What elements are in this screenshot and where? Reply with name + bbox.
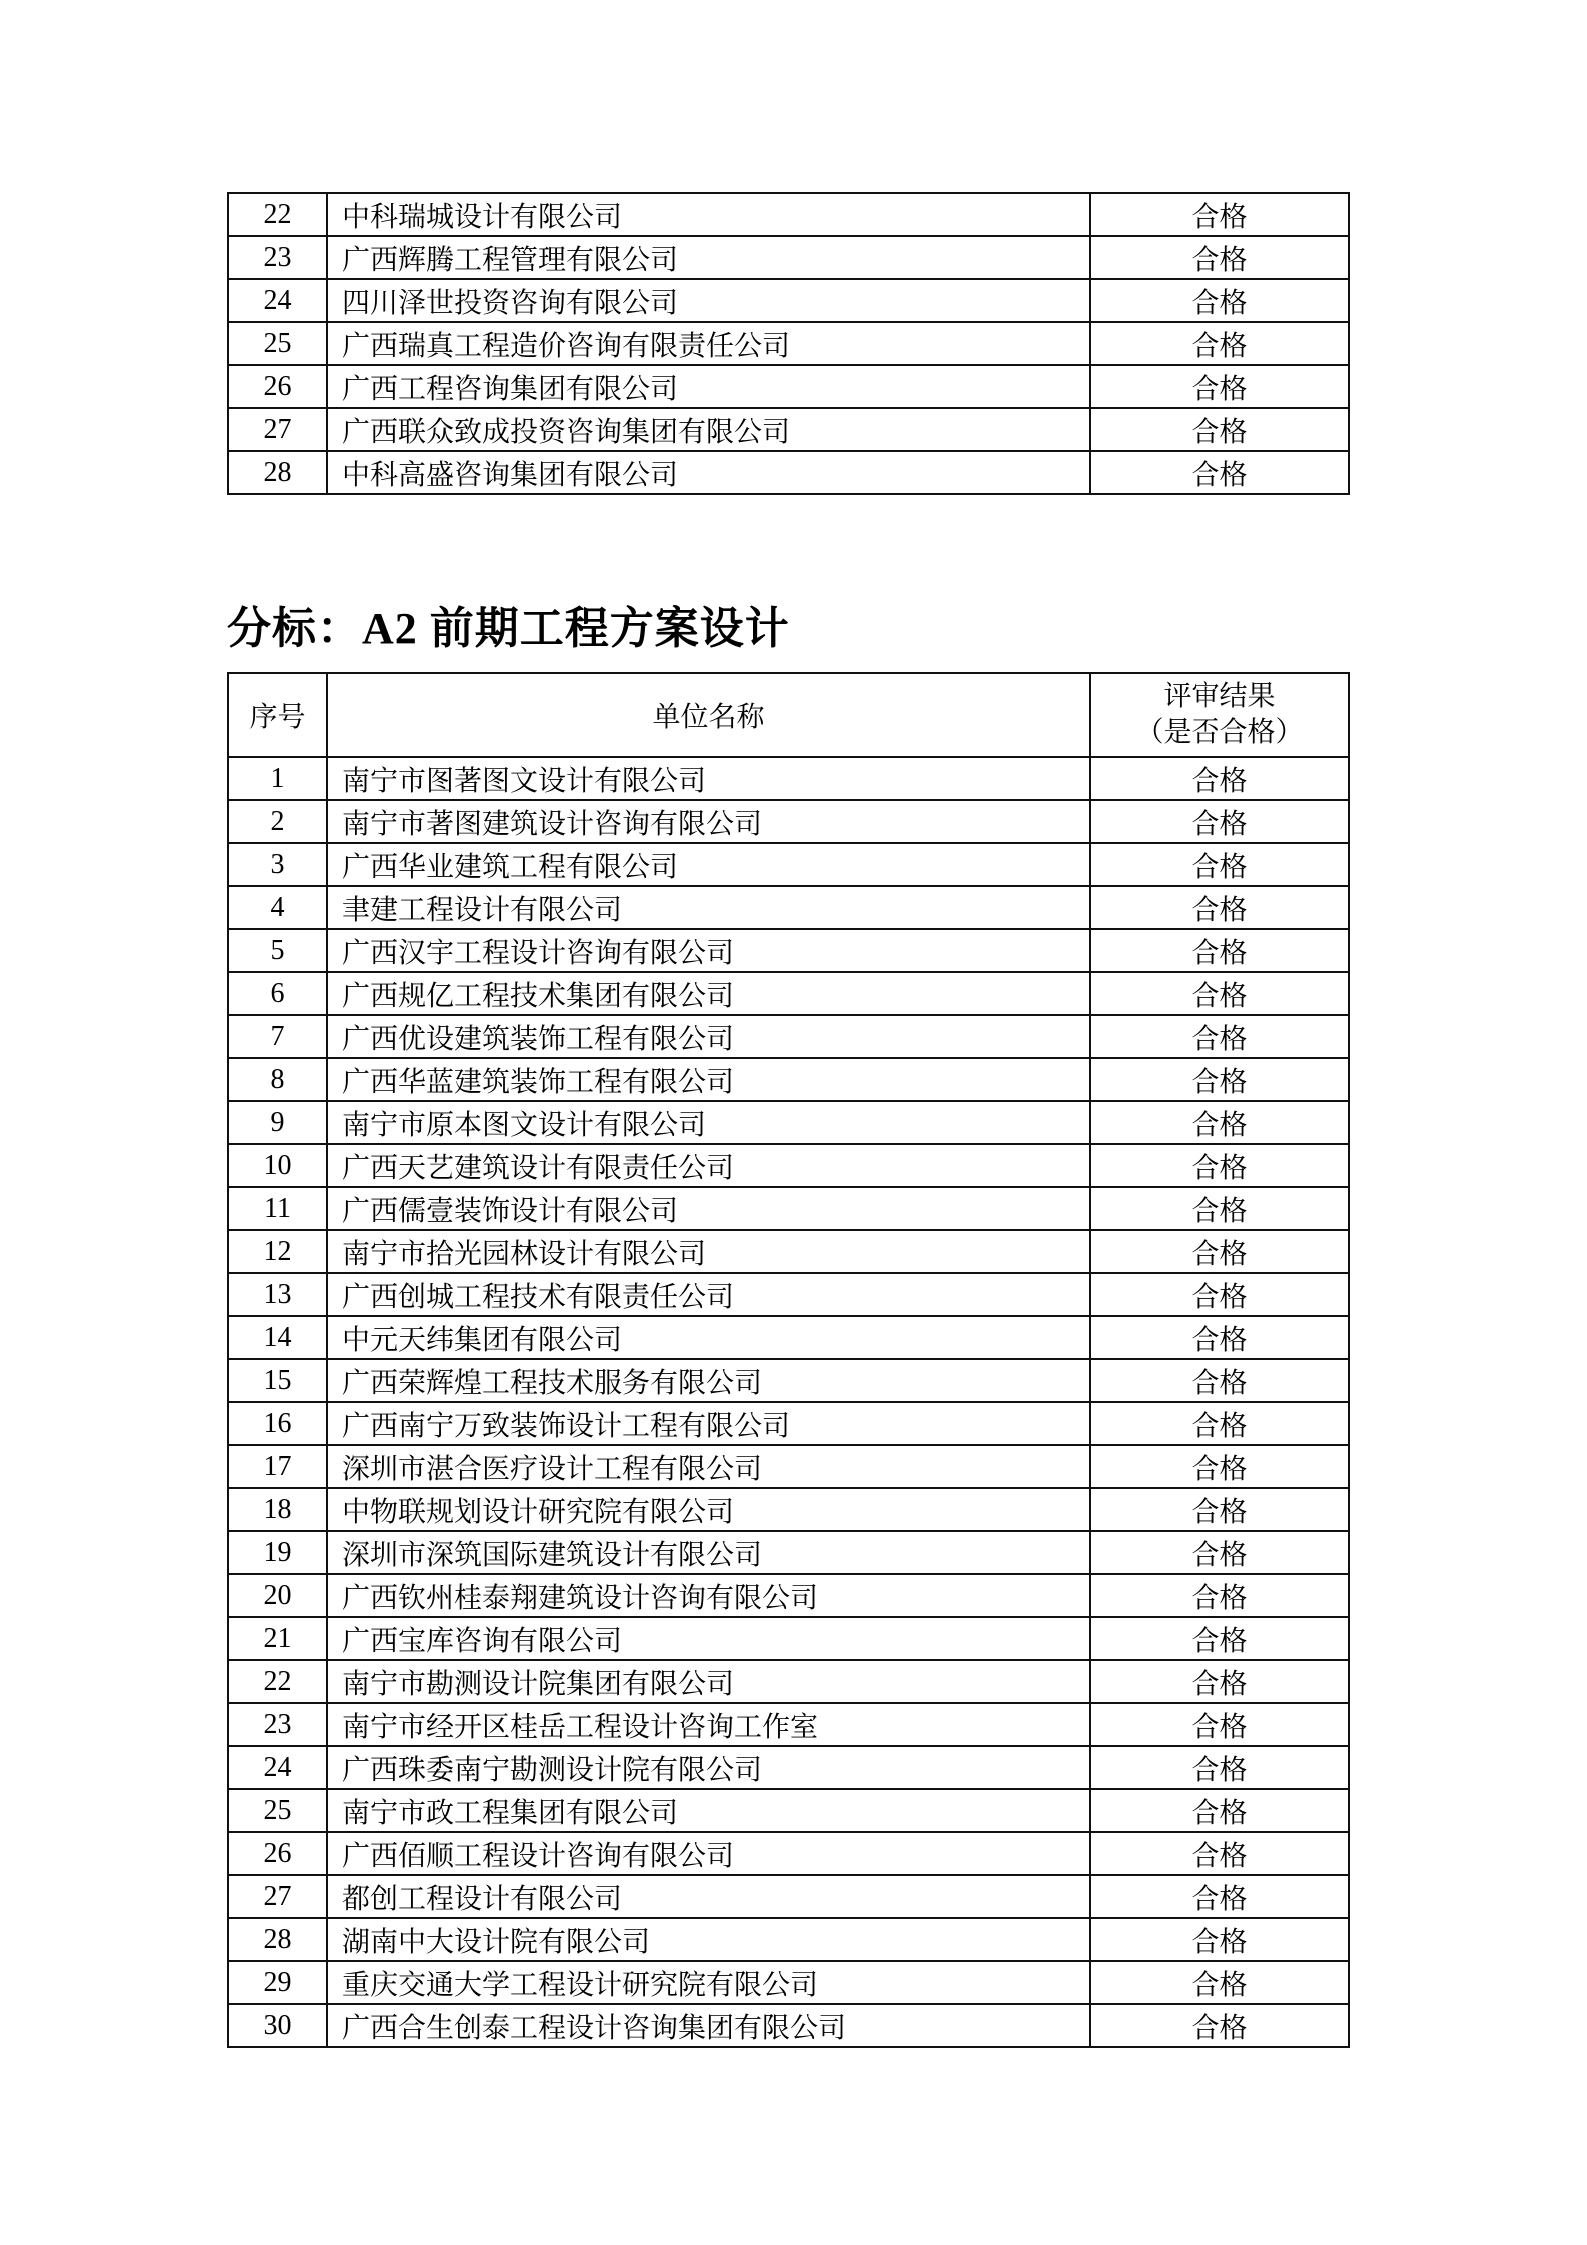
company-name-cell: 广西宝库咨询有限公司 bbox=[327, 1617, 1090, 1660]
review-result-cell: 合格 bbox=[1090, 1144, 1349, 1187]
table-row bbox=[228, 1058, 1349, 1101]
company-name-cell: 广西荣辉煌工程技术服务有限公司 bbox=[327, 1359, 1090, 1402]
review-result-cell: 合格 bbox=[1090, 1316, 1349, 1359]
company-name-cell: 广西珠委南宁勘测设计院有限公司 bbox=[327, 1746, 1090, 1789]
table-body bbox=[228, 757, 1349, 2047]
a2-qualified-list-table bbox=[227, 672, 1350, 2048]
table-row bbox=[228, 1961, 1349, 2004]
row-index-cell: 24 bbox=[228, 1746, 327, 1789]
review-result-cell: 合格 bbox=[1090, 2004, 1349, 2047]
company-name-cell: 广西联众致成投资咨询集团有限公司 bbox=[327, 408, 1090, 451]
row-index-cell: 20 bbox=[228, 1574, 327, 1617]
company-name-cell: 都创工程设计有限公司 bbox=[327, 1875, 1090, 1918]
row-index-cell: 13 bbox=[228, 1273, 327, 1316]
table-row bbox=[228, 408, 1349, 451]
review-result-cell: 合格 bbox=[1090, 1531, 1349, 1574]
row-index-cell: 23 bbox=[228, 236, 327, 279]
table-row bbox=[228, 1574, 1349, 1617]
header-review-result-line2: （是否合格） bbox=[1135, 717, 1304, 748]
table-row bbox=[228, 1918, 1349, 1961]
table-row bbox=[228, 1316, 1349, 1359]
row-index-cell: 8 bbox=[228, 1058, 327, 1101]
header-review-result bbox=[1090, 673, 1349, 757]
review-result-cell: 合格 bbox=[1090, 843, 1349, 886]
review-result-cell: 合格 bbox=[1090, 365, 1349, 408]
review-result-cell: 合格 bbox=[1090, 322, 1349, 365]
review-result-cell: 合格 bbox=[1090, 972, 1349, 1015]
table-row bbox=[228, 1660, 1349, 1703]
review-result-cell: 合格 bbox=[1090, 1015, 1349, 1058]
company-name-cell: 南宁市原本图文设计有限公司 bbox=[327, 1101, 1090, 1144]
table-row bbox=[228, 1273, 1349, 1316]
row-index-cell: 22 bbox=[228, 1660, 327, 1703]
table-row bbox=[228, 1359, 1349, 1402]
row-index-cell: 23 bbox=[228, 1703, 327, 1746]
company-name-cell: 广西华蓝建筑装饰工程有限公司 bbox=[327, 1058, 1090, 1101]
review-result-cell: 合格 bbox=[1090, 1746, 1349, 1789]
company-name-cell: 广西瑞真工程造价咨询有限责任公司 bbox=[327, 322, 1090, 365]
review-result-cell: 合格 bbox=[1090, 886, 1349, 929]
company-name-cell: 南宁市拾光园林设计有限公司 bbox=[327, 1230, 1090, 1273]
table-row bbox=[228, 929, 1349, 972]
table-row bbox=[228, 843, 1349, 886]
company-name-cell: 重庆交通大学工程设计研究院有限公司 bbox=[327, 1961, 1090, 2004]
row-index-cell: 28 bbox=[228, 1918, 327, 1961]
table-row bbox=[228, 1101, 1349, 1144]
table-row bbox=[228, 365, 1349, 408]
row-index-cell: 11 bbox=[228, 1187, 327, 1230]
company-name-cell: 广西创城工程技术有限责任公司 bbox=[327, 1273, 1090, 1316]
table-row bbox=[228, 193, 1349, 236]
table-row bbox=[228, 1875, 1349, 1918]
review-result-cell: 合格 bbox=[1090, 1832, 1349, 1875]
row-index-cell: 29 bbox=[228, 1961, 327, 2004]
table-row bbox=[228, 1531, 1349, 1574]
row-index-cell: 19 bbox=[228, 1531, 327, 1574]
company-name-cell: 中元天纬集团有限公司 bbox=[327, 1316, 1090, 1359]
review-result-cell: 合格 bbox=[1090, 1488, 1349, 1531]
review-result-cell: 合格 bbox=[1090, 1875, 1349, 1918]
table-row bbox=[228, 757, 1349, 800]
company-name-cell: 南宁市勘测设计院集团有限公司 bbox=[327, 1660, 1090, 1703]
company-name-cell: 广西天艺建筑设计有限责任公司 bbox=[327, 1144, 1090, 1187]
header-company-name: 单位名称 bbox=[327, 673, 1090, 757]
table-header-row bbox=[228, 673, 1349, 757]
company-name-cell: 深圳市湛合医疗设计工程有限公司 bbox=[327, 1445, 1090, 1488]
row-index-cell: 30 bbox=[228, 2004, 327, 2047]
review-result-cell: 合格 bbox=[1090, 1187, 1349, 1230]
row-index-cell: 14 bbox=[228, 1316, 327, 1359]
table-row bbox=[228, 1230, 1349, 1273]
company-name-cell: 南宁市图著图文设计有限公司 bbox=[327, 757, 1090, 800]
row-index-cell: 15 bbox=[228, 1359, 327, 1402]
review-result-cell: 合格 bbox=[1090, 193, 1349, 236]
table-row bbox=[228, 236, 1349, 279]
header-review-result-line1: 评审结果 bbox=[1163, 681, 1276, 712]
row-index-cell: 26 bbox=[228, 1832, 327, 1875]
row-index-cell: 21 bbox=[228, 1617, 327, 1660]
row-index-cell: 22 bbox=[228, 193, 327, 236]
row-index-cell: 16 bbox=[228, 1402, 327, 1445]
company-name-cell: 广西优设建筑装饰工程有限公司 bbox=[327, 1015, 1090, 1058]
table-row bbox=[228, 1832, 1349, 1875]
row-index-cell: 25 bbox=[228, 1789, 327, 1832]
row-index-cell: 10 bbox=[228, 1144, 327, 1187]
review-result-cell: 合格 bbox=[1090, 1574, 1349, 1617]
company-name-cell: 中物联规划设计研究院有限公司 bbox=[327, 1488, 1090, 1531]
review-result-cell: 合格 bbox=[1090, 800, 1349, 843]
row-index-cell: 28 bbox=[228, 451, 327, 494]
row-index-cell: 27 bbox=[228, 1875, 327, 1918]
review-result-cell: 合格 bbox=[1090, 1445, 1349, 1488]
company-name-cell: 广西工程咨询集团有限公司 bbox=[327, 365, 1090, 408]
review-result-cell: 合格 bbox=[1090, 451, 1349, 494]
company-name-cell: 广西南宁万致装饰设计工程有限公司 bbox=[327, 1402, 1090, 1445]
row-index-cell: 3 bbox=[228, 843, 327, 886]
review-result-cell: 合格 bbox=[1090, 1961, 1349, 2004]
row-index-cell: 7 bbox=[228, 1015, 327, 1058]
company-name-cell: 广西规亿工程技术集团有限公司 bbox=[327, 972, 1090, 1015]
review-result-cell: 合格 bbox=[1090, 1703, 1349, 1746]
review-result-cell: 合格 bbox=[1090, 1058, 1349, 1101]
company-name-cell: 广西汉宇工程设计咨询有限公司 bbox=[327, 929, 1090, 972]
table-row bbox=[228, 279, 1349, 322]
company-name-cell: 南宁市经开区桂岳工程设计咨询工作室 bbox=[327, 1703, 1090, 1746]
company-name-cell: 广西儒壹装饰设计有限公司 bbox=[327, 1187, 1090, 1230]
table-row bbox=[228, 1617, 1349, 1660]
review-result-cell: 合格 bbox=[1090, 757, 1349, 800]
company-name-cell: 中科高盛咨询集团有限公司 bbox=[327, 451, 1090, 494]
review-result-cell: 合格 bbox=[1090, 1918, 1349, 1961]
header-serial-number: 序号 bbox=[228, 673, 327, 757]
table-row bbox=[228, 1703, 1349, 1746]
company-name-cell: 广西佰顺工程设计咨询有限公司 bbox=[327, 1832, 1090, 1875]
company-name-cell: 广西辉腾工程管理有限公司 bbox=[327, 236, 1090, 279]
qualified-list-table-part1 bbox=[227, 192, 1350, 495]
row-index-cell: 24 bbox=[228, 279, 327, 322]
row-index-cell: 12 bbox=[228, 1230, 327, 1273]
row-index-cell: 1 bbox=[228, 757, 327, 800]
company-name-cell: 广西钦州桂泰翔建筑设计咨询有限公司 bbox=[327, 1574, 1090, 1617]
company-name-cell: 广西华业建筑工程有限公司 bbox=[327, 843, 1090, 886]
company-name-cell: 湖南中大设计院有限公司 bbox=[327, 1918, 1090, 1961]
review-result-cell: 合格 bbox=[1090, 1402, 1349, 1445]
table-row bbox=[228, 2004, 1349, 2047]
table-row bbox=[228, 972, 1349, 1015]
company-name-cell: 广西合生创泰工程设计咨询集团有限公司 bbox=[327, 2004, 1090, 2047]
review-result-cell: 合格 bbox=[1090, 1230, 1349, 1273]
review-result-cell: 合格 bbox=[1090, 1617, 1349, 1660]
table-row bbox=[228, 1015, 1349, 1058]
row-index-cell: 27 bbox=[228, 408, 327, 451]
table-body bbox=[228, 193, 1349, 494]
table-row bbox=[228, 1789, 1349, 1832]
company-name-cell: 深圳市深筑国际建筑设计有限公司 bbox=[327, 1531, 1090, 1574]
review-result-cell: 合格 bbox=[1090, 1789, 1349, 1832]
row-index-cell: 18 bbox=[228, 1488, 327, 1531]
table-row bbox=[228, 800, 1349, 843]
review-result-cell: 合格 bbox=[1090, 1273, 1349, 1316]
row-index-cell: 26 bbox=[228, 365, 327, 408]
row-index-cell: 9 bbox=[228, 1101, 327, 1144]
company-name-cell: 中科瑞城设计有限公司 bbox=[327, 193, 1090, 236]
table-row bbox=[228, 1746, 1349, 1789]
review-result-cell: 合格 bbox=[1090, 1101, 1349, 1144]
table-row bbox=[228, 1445, 1349, 1488]
table-row bbox=[228, 1144, 1349, 1187]
row-index-cell: 4 bbox=[228, 886, 327, 929]
review-result-cell: 合格 bbox=[1090, 929, 1349, 972]
row-index-cell: 25 bbox=[228, 322, 327, 365]
row-index-cell: 17 bbox=[228, 1445, 327, 1488]
table-row bbox=[228, 1187, 1349, 1230]
company-name-cell: 南宁市著图建筑设计咨询有限公司 bbox=[327, 800, 1090, 843]
review-result-cell: 合格 bbox=[1090, 1660, 1349, 1703]
section-title: 分标：A2 前期工程方案设计 bbox=[227, 604, 790, 653]
row-index-cell: 2 bbox=[228, 800, 327, 843]
table-row bbox=[228, 1488, 1349, 1531]
table-row bbox=[228, 886, 1349, 929]
company-name-cell: 南宁市政工程集团有限公司 bbox=[327, 1789, 1090, 1832]
review-result-cell: 合格 bbox=[1090, 1359, 1349, 1402]
row-index-cell: 5 bbox=[228, 929, 327, 972]
company-name-cell: 聿建工程设计有限公司 bbox=[327, 886, 1090, 929]
table-row bbox=[228, 322, 1349, 365]
table-header bbox=[228, 673, 1349, 757]
company-name-cell: 四川泽世投资咨询有限公司 bbox=[327, 279, 1090, 322]
table-row bbox=[228, 451, 1349, 494]
review-result-cell: 合格 bbox=[1090, 279, 1349, 322]
review-result-cell: 合格 bbox=[1090, 408, 1349, 451]
table-row bbox=[228, 1402, 1349, 1445]
review-result-cell: 合格 bbox=[1090, 236, 1349, 279]
row-index-cell: 6 bbox=[228, 972, 327, 1015]
